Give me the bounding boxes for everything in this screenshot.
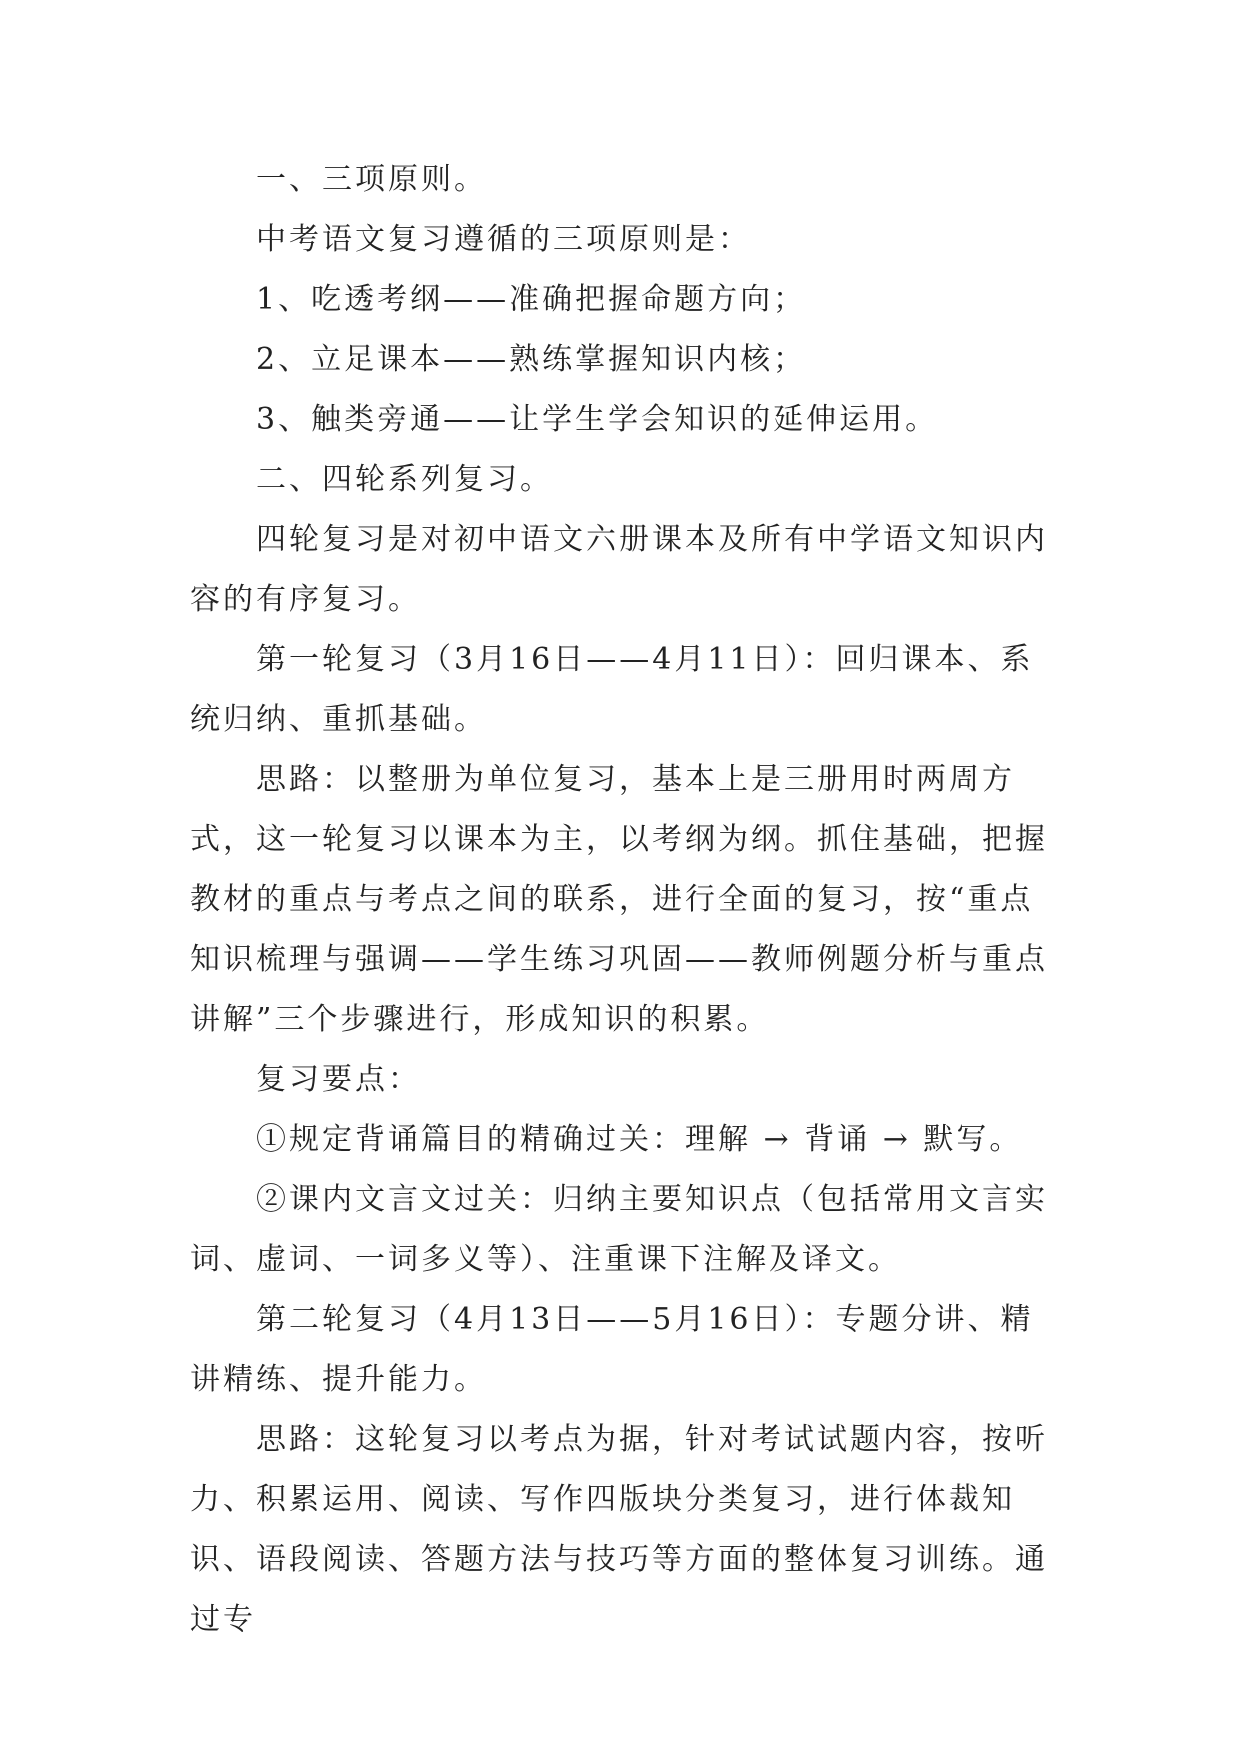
paragraph-four-rounds-intro: 四轮复习是对初中语文六册课本及所有中学语文知识内容的有序复习。 [190, 522, 1048, 617]
paragraph-principles-intro: 中考语文复习遵循的三项原则是： [256, 222, 751, 257]
list-item-review-point-2: ②课内文言文过关：归纳主要知识点（包括常用文言实词、虚词、一词多义等）、注重课下注解及译文。 [190, 1182, 1048, 1277]
list-item-principle-2: 2、立足课本——熟练掌握知识内核； [256, 342, 807, 377]
list-item-principle-3: 3、触类旁通——让学生学会知识的延伸运用。 [256, 402, 939, 437]
heading-review-points: 复习要点： [256, 1062, 421, 1097]
heading-three-principles: 一、三项原则。 [256, 162, 487, 197]
paragraph-round-2-approach: 思路：这轮复习以考点为据，针对考试试题内容，按听力、积累运用、阅读、写作四版块分类复习，进行体裁知识、语段阅读、答题方法与技巧等方面的整体复习训练。通过专 [190, 1422, 1048, 1637]
list-item-principle-1: 1、吃透考纲——准确把握命题方向； [256, 282, 807, 317]
paragraph-round-1: 第一轮复习（3月16日——4月11日）：回归课本、系统归纳、重抓基础。 [190, 642, 1034, 737]
paragraph-round-1-approach: 思路：以整册为单位复习，基本上是三册用时两周方式，这一轮复习以课本为主，以考纲为纲。抓住基础，把握教材的重点与考点之间的联系，进行全面的复习，按“重点知识梳理与强调——学生练习巩固——教师例题分析与重点讲解”三个步骤进行，形成知识的积累。 [190, 762, 1048, 1037]
heading-four-rounds: 二、四轮系列复习。 [256, 462, 553, 497]
document-body [190, 150, 1050, 1650]
paragraph-round-2: 第二轮复习（4月13日——5月16日）：专题分讲、精讲精练、提升能力。 [190, 1302, 1034, 1397]
list-item-review-point-1: ①规定背诵篇目的精确过关：理解 → 背诵 → 默写。 [256, 1122, 1023, 1157]
